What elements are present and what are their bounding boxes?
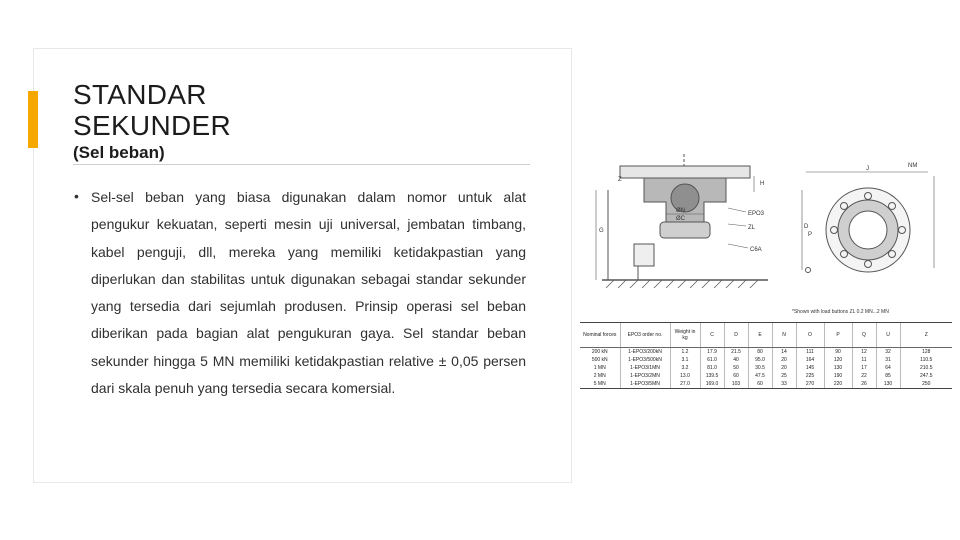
label-g: G (599, 228, 604, 234)
spec-table-cell: 30.5 (748, 364, 772, 372)
spec-table-cell: 61.0 (700, 356, 724, 364)
spec-table-cell: 47.5 (748, 372, 772, 380)
spec-table-cell: 1 MN (593, 365, 606, 371)
spec-table-cell: 95.0 (748, 356, 772, 364)
title-divider (73, 164, 530, 165)
spec-table-cell: 5 MN (580, 380, 620, 389)
spec-table-cell: 17.9 (700, 348, 724, 357)
spec-table-header: P (824, 323, 852, 348)
label-dia-c: ØC (676, 216, 685, 222)
label-zl: ZL (748, 225, 756, 231)
label-z: Z (618, 177, 622, 183)
label-p: P (808, 232, 813, 238)
spec-table-cell: 190 (824, 372, 852, 380)
spec-table-cell: 31 (876, 356, 900, 364)
label-c6a: C6A (750, 247, 762, 253)
spec-table-cell: 40 (724, 356, 748, 364)
spec-table-header: N (772, 323, 796, 348)
spec-table-cell: 22 (852, 372, 876, 380)
bullet-point-icon: • (74, 188, 79, 204)
spec-table-cell: 90 (824, 348, 852, 357)
spec-table-cell: 128 (900, 348, 952, 357)
spec-table-header: U (876, 323, 900, 348)
spec-table-row (580, 372, 952, 380)
label-h: H (760, 181, 765, 187)
spec-table-cell: 120 (824, 356, 852, 364)
spec-table-cell: 20 (772, 364, 796, 372)
label-d: D (804, 224, 809, 230)
spec-table-cell: 225 (796, 372, 824, 380)
spec-table-cell: 20 (772, 356, 796, 364)
spec-table-cell: 3.2 (670, 364, 700, 372)
bullet-text: Sel-sel beban yang biasa digunakan dalam nomor untuk alat pengukur kekuatan, seperti mesin uji universal, jembatan timbang, kabel penguji, dll, mereka yang memiliki ketidakpastian yang diperlukan dan stabilitas untuk digunakan sebagai standar sekunder yang tersedia dari sejumlah produsen. Prinsip operasi sel beban diberikan pada bagian alat pengukuran gaya. Sel standar beban sekunder hingga 5 MN memiliki ketidakpastian relative ± 0,05 persen dari skala penuh yang tersedia secara komersial. (91, 189, 526, 397)
spec-table-cell: 25 (772, 372, 796, 380)
slide-title-line-1: STANDAR (73, 79, 207, 110)
spec-table-header: D (724, 323, 748, 348)
spec-table-cell: 139.5 (700, 372, 724, 380)
spec-table-cell: 1.2 (670, 348, 700, 357)
spec-table-header: O (796, 323, 824, 348)
spec-table-cell: 1-EPO3/500kN (620, 356, 670, 364)
spec-table-cell: 50 (724, 364, 748, 372)
spec-table-cell: 13.0 (670, 372, 700, 380)
spec-table-cell: 169.0 (700, 380, 724, 389)
spec-table-cell: 60 (724, 372, 748, 380)
spec-table (580, 322, 952, 389)
spec-table-header: E (748, 323, 772, 348)
spec-table-header: EPO3 order no. (620, 323, 670, 348)
spec-table-cell: 500 kN (591, 357, 608, 363)
spec-table-cell: 145 (796, 364, 824, 372)
spec-table-header: Nominal forces (580, 323, 620, 348)
spec-table-cell: 17 (852, 364, 876, 372)
load-cell-drawing (578, 152, 954, 322)
spec-table-row (580, 348, 952, 357)
label-nm: NM (908, 163, 918, 169)
spec-table-cell: 32 (876, 348, 900, 357)
spec-table-row (580, 380, 952, 389)
slide-title (73, 79, 231, 141)
spec-table-header: C (700, 323, 724, 348)
spec-table-header: Q (852, 323, 876, 348)
spec-table-cell: 3.1 (670, 356, 700, 364)
spec-table-cell: 220 (824, 380, 852, 389)
spec-table-cell: 130 (824, 364, 852, 372)
spec-table-row (580, 356, 952, 364)
spec-table-header: Weight in kg (670, 323, 700, 348)
spec-table-cell: 14 (772, 348, 796, 357)
spec-table-cell: 27.0 (670, 380, 700, 389)
spec-table-row (580, 364, 952, 372)
spec-table-cell: 1-EPO3/2MN (620, 372, 670, 380)
spec-table-cell: 200 kN (591, 349, 608, 355)
spec-table-cell: 250 (900, 380, 952, 389)
spec-table-cell: 111 (796, 348, 824, 357)
spec-table-cell: 1-EPO3/5MN (620, 380, 670, 389)
spec-table-cell: 103 (724, 380, 748, 389)
label-dia-n: ØN (676, 208, 685, 214)
spec-table-header-row (580, 323, 952, 348)
spec-table-cell: 1-EPO3/200kN (620, 348, 670, 357)
spec-table-cell: 64 (876, 364, 900, 372)
slide-title-line-2: SEKUNDER (73, 110, 231, 141)
label-epo3: EPO3 (748, 211, 765, 217)
label-j: J (866, 166, 869, 172)
connector-box (634, 244, 654, 266)
slide-subtitle: (Sel beban) (73, 143, 165, 162)
spec-table-cell: 110.5 (900, 356, 952, 364)
flange-bore (849, 211, 887, 249)
spec-table-cell: 270 (796, 380, 824, 389)
spec-table-cell: 26 (852, 380, 876, 389)
spec-table-cell: 81.0 (700, 364, 724, 372)
spec-table-cell: 11 (852, 356, 876, 364)
spec-table-cell: 164 (796, 356, 824, 364)
title-accent-bar (28, 91, 38, 148)
spec-table-cell: 247.5 (900, 372, 952, 380)
spec-table-cell: 21.5 (724, 348, 748, 357)
spec-table-cell: 1-EPO3/1MN (620, 364, 670, 372)
spec-table-cell: 33 (772, 380, 796, 389)
spec-table-cell: 2 MN (593, 373, 606, 379)
top-plate (620, 166, 750, 178)
spec-table-cell: 80 (748, 348, 772, 357)
spec-table-cell: 85 (876, 372, 900, 380)
figure-note: *Shown with load buttons ZL 0.2 MN...2 MN (792, 309, 889, 315)
spec-table-cell: 12 (852, 348, 876, 357)
ground-hatch (606, 280, 758, 288)
spec-table-cell: 130 (876, 380, 900, 389)
spec-table-cell: 210.5 (900, 364, 952, 372)
spec-table-header: Z (900, 323, 952, 348)
spec-table-cell: 60 (748, 380, 772, 389)
